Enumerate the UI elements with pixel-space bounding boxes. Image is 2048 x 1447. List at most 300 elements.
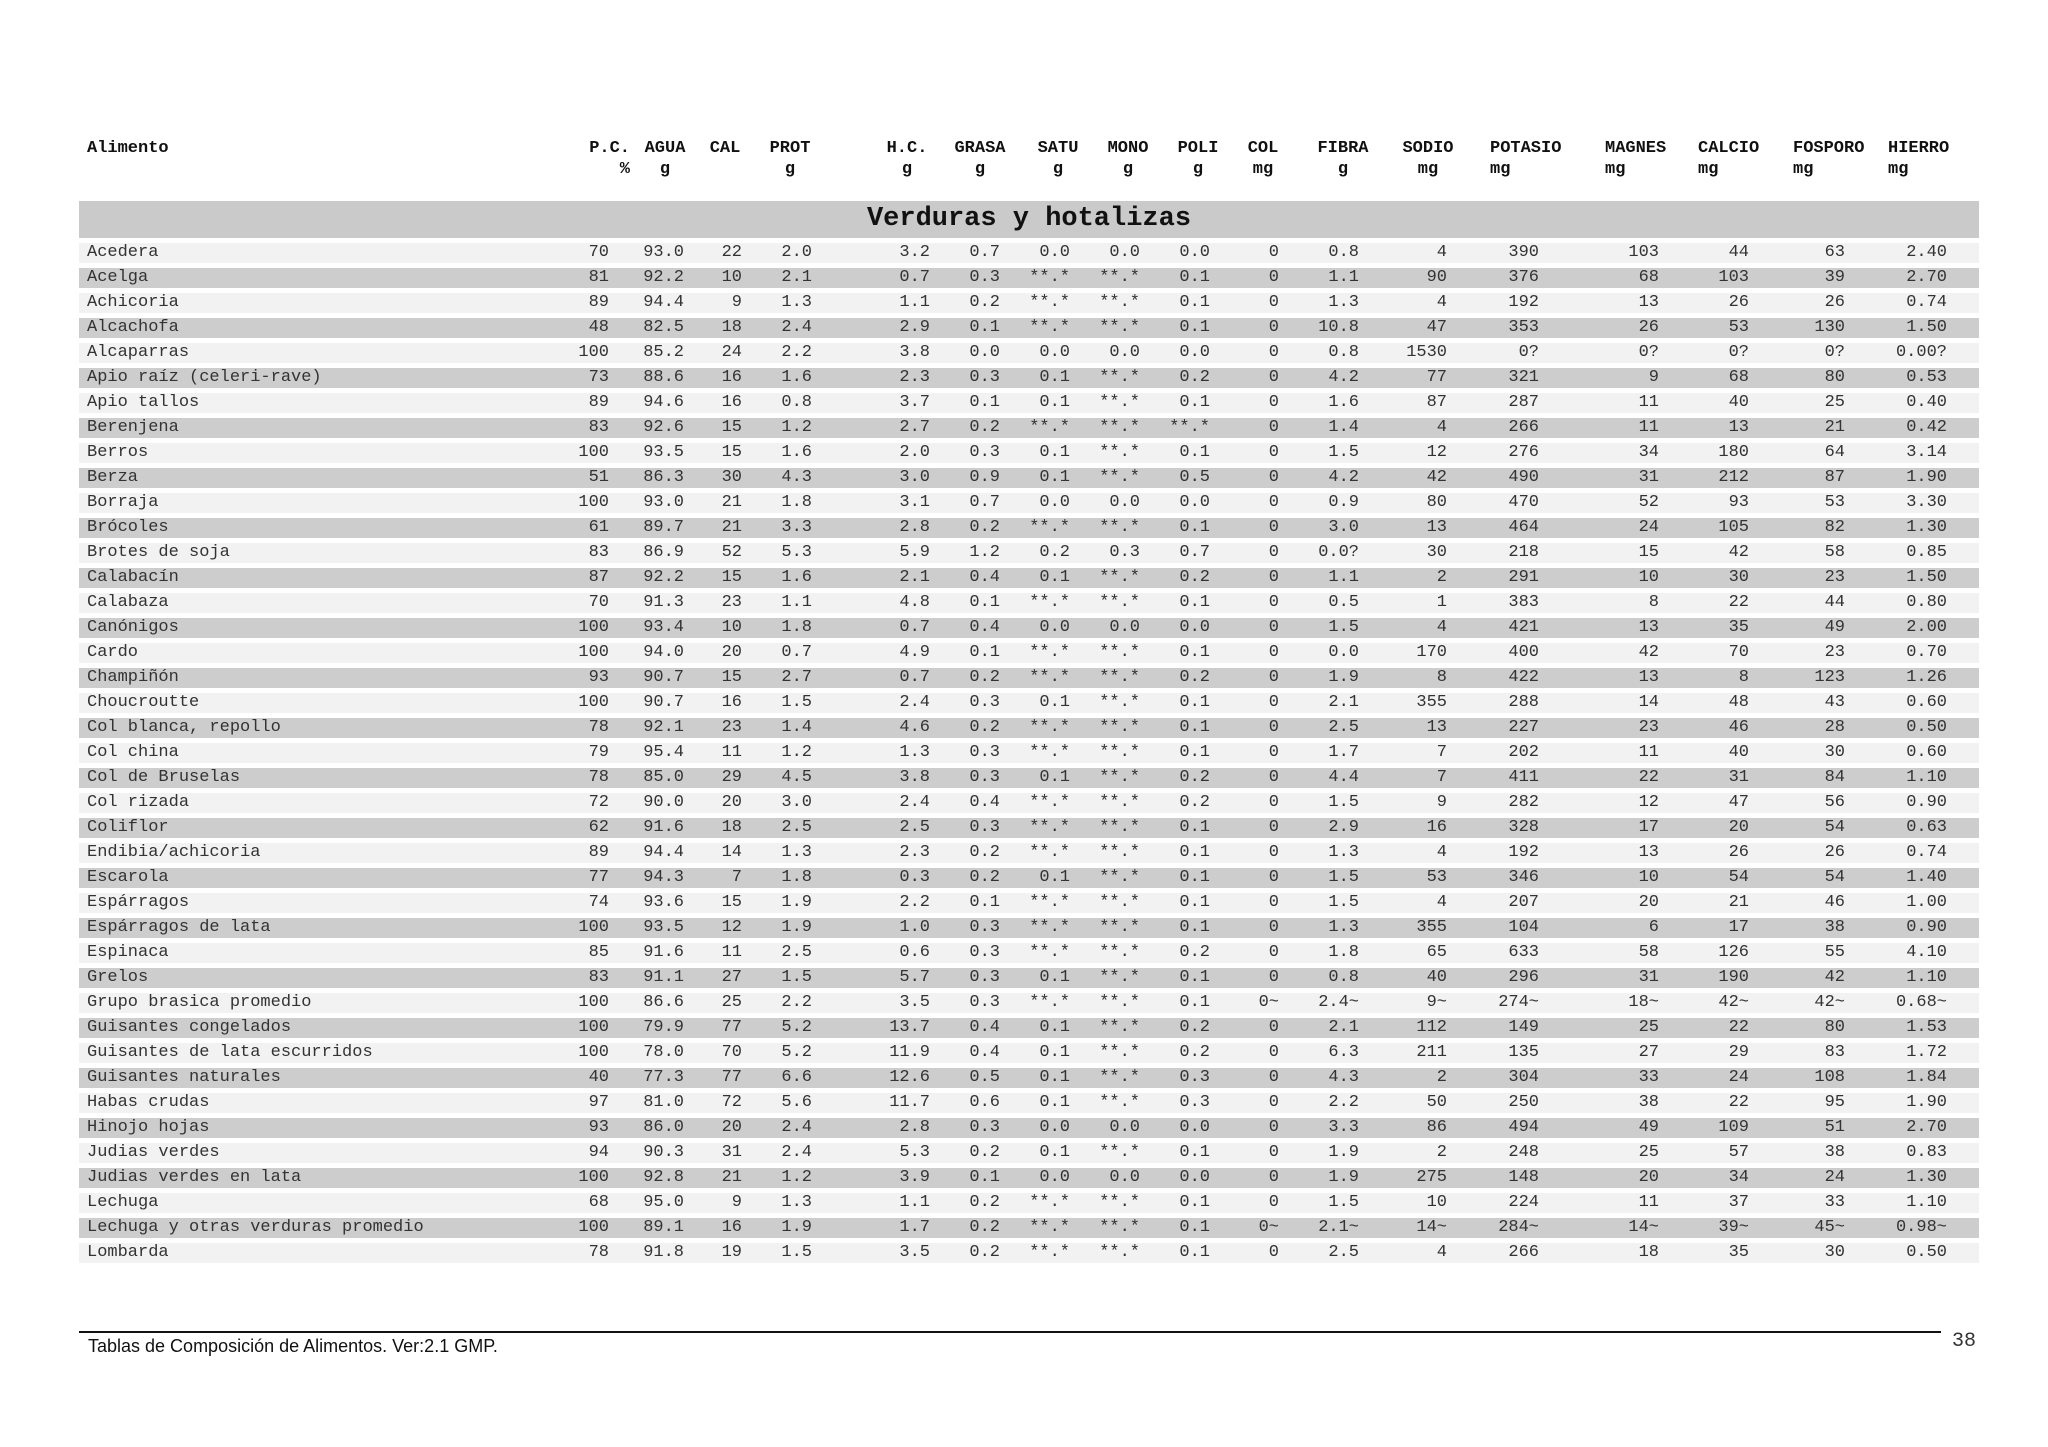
cell-agua: 86.9: [643, 543, 684, 562]
cell-cal: 15: [721, 443, 742, 462]
cell-sodio: 2: [1436, 1143, 1447, 1162]
food-name: Guisantes de lata escurridos: [87, 1043, 373, 1062]
cell-col: 0: [1268, 243, 1279, 262]
column-unit: g: [974, 160, 986, 179]
cell-grasa: 1.2: [969, 543, 1000, 562]
cell-hc: 1.1: [899, 293, 930, 312]
cell-hierro: 2.70: [1906, 268, 1947, 287]
cell-pc: 100: [578, 1043, 609, 1062]
cell-hierro: 1.26: [1906, 668, 1947, 687]
cell-satu: 0.1: [1039, 393, 1070, 412]
cell-magnes: 8: [1648, 593, 1659, 612]
cell-hc: 11.9: [889, 1043, 930, 1062]
cell-cal: 15: [721, 893, 742, 912]
cell-poli: 0.2: [1179, 368, 1210, 387]
cell-hierro: 1.84: [1906, 1068, 1947, 1087]
cell-fibra: 1.5: [1328, 868, 1359, 887]
cell-satu: 0.1: [1039, 693, 1070, 712]
cell-col: 0: [1268, 768, 1279, 787]
cell-agua: 94.4: [643, 843, 684, 862]
cell-satu: **.*: [1029, 743, 1070, 762]
cell-mono: **.*: [1099, 393, 1140, 412]
cell-pc: 70: [588, 593, 609, 612]
cell-col: 0: [1268, 1068, 1279, 1087]
column-header-potasio: [1490, 138, 1580, 180]
cell-potasio: 250: [1508, 1093, 1539, 1112]
table-row: [79, 1018, 1979, 1038]
cell-col: 0: [1268, 693, 1279, 712]
cell-potasio: 633: [1508, 943, 1539, 962]
cell-magnes: 11: [1638, 743, 1659, 762]
cell-sodio: 4: [1436, 843, 1447, 862]
cell-sodio: 112: [1416, 1018, 1447, 1037]
cell-potasio: 248: [1508, 1143, 1539, 1162]
column-unit: mg: [1793, 160, 1814, 179]
cell-sodio: 170: [1416, 643, 1447, 662]
cell-potasio: 276: [1508, 443, 1539, 462]
table-row: [79, 1068, 1979, 1088]
cell-hierro: 0.00?: [1895, 343, 1947, 362]
column-header-calcio: [1698, 138, 1768, 180]
table-row: [79, 968, 1979, 988]
cell-hc: 12.6: [889, 1068, 930, 1087]
cell-magnes: 11: [1638, 1193, 1659, 1212]
food-name: Acelga: [87, 268, 149, 287]
column-header-prot: [765, 138, 815, 180]
cell-prot: 4.3: [781, 468, 812, 487]
food-name: Col china: [87, 743, 179, 762]
cell-hc: 3.1: [899, 493, 930, 512]
cell-potasio: 422: [1508, 668, 1539, 687]
cell-potasio: 494: [1508, 1118, 1539, 1137]
cell-magnes: 11: [1638, 418, 1659, 437]
cell-satu: **.*: [1029, 593, 1070, 612]
cell-prot: 1.6: [781, 568, 812, 587]
food-name: Coliflor: [87, 818, 169, 837]
cell-sodio: 86: [1426, 1118, 1447, 1137]
table-row: [79, 618, 1979, 638]
cell-sodio: 90: [1426, 268, 1447, 287]
column-header-mono: [1103, 138, 1153, 180]
table-row: [79, 593, 1979, 613]
cell-prot: 2.4: [781, 318, 812, 337]
cell-magnes: 26: [1638, 318, 1659, 337]
cell-hc: 0.6: [899, 943, 930, 962]
cell-hierro: 1.53: [1906, 1018, 1947, 1037]
table-row: [79, 1143, 1979, 1163]
food-name: Alcachofa: [87, 318, 179, 337]
cell-potasio: 192: [1508, 293, 1539, 312]
cell-calcio: 40: [1728, 393, 1749, 412]
cell-cal: 52: [721, 543, 742, 562]
food-name: Guisantes congelados: [87, 1018, 292, 1037]
cell-poli: 0.2: [1179, 1043, 1210, 1062]
cell-fibra: 1.7: [1328, 743, 1359, 762]
cell-sodio: 30: [1426, 543, 1447, 562]
cell-calcio: 53: [1728, 318, 1749, 337]
cell-magnes: 17: [1638, 818, 1659, 837]
cell-magnes: 18: [1638, 1243, 1659, 1262]
cell-prot: 1.9: [781, 918, 812, 937]
cell-magnes: 22: [1638, 768, 1659, 787]
food-name: Apio tallos: [87, 393, 200, 412]
cell-hierro: 0.74: [1906, 293, 1947, 312]
cell-grasa: 0.2: [969, 868, 1000, 887]
cell-calcio: 22: [1728, 1018, 1749, 1037]
cell-satu: **.*: [1029, 718, 1070, 737]
cell-cal: 15: [721, 568, 742, 587]
cell-calcio: 57: [1728, 1143, 1749, 1162]
cell-grasa: 0.2: [969, 518, 1000, 537]
cell-col: 0: [1268, 818, 1279, 837]
cell-agua: 91.1: [643, 968, 684, 987]
table-row: [79, 568, 1979, 588]
cell-cal: 11: [721, 943, 742, 962]
cell-prot: 5.2: [781, 1018, 812, 1037]
cell-prot: 1.5: [781, 968, 812, 987]
cell-satu: **.*: [1029, 418, 1070, 437]
cell-fibra: 4.2: [1328, 368, 1359, 387]
cell-fibra: 2.2: [1328, 1093, 1359, 1112]
table-row: [79, 518, 1979, 538]
cell-fosporo: 42: [1824, 968, 1845, 987]
cell-cal: 14: [721, 843, 742, 862]
cell-cal: 21: [721, 1168, 742, 1187]
food-name: Canónigos: [87, 618, 179, 637]
cell-calcio: 26: [1728, 843, 1749, 862]
food-name: Col rizada: [87, 793, 190, 812]
cell-mono: 0.0: [1109, 1118, 1140, 1137]
cell-potasio: 266: [1508, 1243, 1539, 1262]
cell-poli: 0.3: [1179, 1093, 1210, 1112]
table-row: [79, 1168, 1979, 1188]
cell-agua: 93.6: [643, 893, 684, 912]
cell-sodio: 9~: [1426, 993, 1447, 1012]
cell-hc: 2.2: [899, 893, 930, 912]
column-header-fibra: [1313, 138, 1373, 180]
column-unit: %: [619, 160, 630, 179]
cell-col: 0: [1268, 593, 1279, 612]
cell-hierro: 2.40: [1906, 243, 1947, 262]
column-title: H.C.: [886, 139, 928, 158]
cell-agua: 89.1: [643, 1218, 684, 1237]
cell-prot: 1.1: [781, 593, 812, 612]
column-title: AGUA: [644, 139, 686, 158]
cell-cal: 21: [721, 493, 742, 512]
column-header-cal: [705, 138, 745, 159]
cell-hierro: 0.70: [1906, 643, 1947, 662]
cell-fibra: 1.5: [1328, 1193, 1359, 1212]
cell-satu: 0.1: [1039, 443, 1070, 462]
cell-fosporo: 26: [1824, 843, 1845, 862]
cell-magnes: 27: [1638, 1043, 1659, 1062]
cell-prot: 1.8: [781, 868, 812, 887]
cell-agua: 86.3: [643, 468, 684, 487]
cell-fosporo: 28: [1824, 718, 1845, 737]
cell-fibra: 1.9: [1328, 668, 1359, 687]
food-name: Col blanca, repollo: [87, 718, 281, 737]
food-name: Espinaca: [87, 943, 169, 962]
cell-hc: 1.7: [899, 1218, 930, 1237]
cell-mono: **.*: [1099, 1143, 1140, 1162]
cell-pc: 79: [588, 743, 609, 762]
cell-fosporo: 82: [1824, 518, 1845, 537]
cell-mono: **.*: [1099, 293, 1140, 312]
cell-hc: 3.0: [899, 468, 930, 487]
cell-col: 0: [1268, 368, 1279, 387]
cell-calcio: 24: [1728, 1068, 1749, 1087]
table-row: [79, 393, 1979, 413]
cell-grasa: 0.3: [969, 443, 1000, 462]
cell-sodio: 80: [1426, 493, 1447, 512]
cell-grasa: 0.3: [969, 943, 1000, 962]
cell-sodio: 77: [1426, 368, 1447, 387]
cell-pc: 89: [588, 293, 609, 312]
table-row: [79, 543, 1979, 563]
cell-col: 0: [1268, 518, 1279, 537]
cell-hc: 3.8: [899, 343, 930, 362]
column-header-grasa: [950, 138, 1010, 180]
cell-agua: 92.2: [643, 268, 684, 287]
cell-cal: 77: [721, 1018, 742, 1037]
cell-fibra: 0.0?: [1318, 543, 1359, 562]
cell-mono: **.*: [1099, 843, 1140, 862]
cell-col: 0: [1268, 293, 1279, 312]
cell-agua: 78.0: [643, 1043, 684, 1062]
cell-cal: 27: [721, 968, 742, 987]
cell-potasio: 411: [1508, 768, 1539, 787]
cell-grasa: 0.3: [969, 1118, 1000, 1137]
cell-poli: 0.0: [1179, 1118, 1210, 1137]
cell-potasio: 400: [1508, 643, 1539, 662]
cell-hc: 0.7: [899, 268, 930, 287]
cell-mono: **.*: [1099, 718, 1140, 737]
table-row: [79, 743, 1979, 763]
cell-hc: 11.7: [889, 1093, 930, 1112]
cell-grasa: 0.1: [969, 1168, 1000, 1187]
cell-fibra: 10.8: [1318, 318, 1359, 337]
cell-col: 0: [1268, 1143, 1279, 1162]
cell-potasio: 421: [1508, 618, 1539, 637]
table-row: [79, 443, 1979, 463]
column-title: CALCIO: [1698, 139, 1760, 158]
cell-hierro: 1.72: [1906, 1043, 1947, 1062]
cell-cal: 10: [721, 618, 742, 637]
cell-calcio: 35: [1728, 618, 1749, 637]
table-row: [79, 768, 1979, 788]
cell-fibra: 2.1: [1328, 693, 1359, 712]
cell-agua: 85.0: [643, 768, 684, 787]
cell-sodio: 13: [1426, 518, 1447, 537]
cell-calcio: 109: [1718, 1118, 1749, 1137]
cell-poli: 0.0: [1179, 618, 1210, 637]
cell-mono: **.*: [1099, 868, 1140, 887]
section-title: Verduras y hotalizas: [866, 204, 1192, 234]
cell-satu: **.*: [1029, 993, 1070, 1012]
cell-hierro: 3.14: [1906, 443, 1947, 462]
cell-pc: 87: [588, 568, 609, 587]
cell-poli: **.*: [1169, 418, 1210, 437]
cell-agua: 91.6: [643, 943, 684, 962]
table-row: [79, 1218, 1979, 1238]
cell-cal: 20: [721, 643, 742, 662]
column-header-hc: [882, 138, 932, 180]
cell-magnes: 10: [1638, 568, 1659, 587]
table-row: [79, 693, 1979, 713]
cell-calcio: 22: [1728, 593, 1749, 612]
cell-potasio: 274~: [1498, 993, 1539, 1012]
cell-sodio: 16: [1426, 818, 1447, 837]
cell-calcio: 48: [1728, 693, 1749, 712]
cell-satu: **.*: [1029, 893, 1070, 912]
cell-poli: 0.1: [1179, 1243, 1210, 1262]
cell-col: 0: [1268, 493, 1279, 512]
cell-hierro: 1.90: [1906, 1093, 1947, 1112]
cell-mono: **.*: [1099, 693, 1140, 712]
cell-hc: 0.7: [899, 618, 930, 637]
cell-magnes: 20: [1638, 1168, 1659, 1187]
cell-hc: 3.9: [899, 1168, 930, 1187]
cell-calcio: 68: [1728, 368, 1749, 387]
cell-cal: 16: [721, 368, 742, 387]
cell-grasa: 0.3: [969, 693, 1000, 712]
cell-calcio: 34: [1728, 1168, 1749, 1187]
cell-sodio: 50: [1426, 1093, 1447, 1112]
cell-poli: 0.1: [1179, 518, 1210, 537]
cell-prot: 1.3: [781, 843, 812, 862]
food-name: Borraja: [87, 493, 159, 512]
food-name: Berza: [87, 468, 139, 487]
cell-mono: **.*: [1099, 1043, 1140, 1062]
cell-agua: 92.8: [643, 1168, 684, 1187]
cell-calcio: 54: [1728, 868, 1749, 887]
cell-fosporo: 44: [1824, 593, 1845, 612]
cell-grasa: 0.3: [969, 993, 1000, 1012]
cell-hierro: 3.30: [1906, 493, 1947, 512]
cell-grasa: 0.6: [969, 1093, 1000, 1112]
column-unit: mg: [1888, 160, 1909, 179]
cell-hierro: 1.00: [1906, 893, 1947, 912]
food-name: Guisantes naturales: [87, 1068, 281, 1087]
cell-prot: 1.2: [781, 1168, 812, 1187]
cell-hierro: 1.40: [1906, 868, 1947, 887]
table-row: [79, 293, 1979, 313]
cell-fosporo: 51: [1824, 1118, 1845, 1137]
cell-calcio: 44: [1728, 243, 1749, 262]
cell-calcio: 126: [1718, 943, 1749, 962]
cell-grasa: 0.5: [969, 1068, 1000, 1087]
cell-satu: 0.0: [1039, 493, 1070, 512]
cell-fosporo: 87: [1824, 468, 1845, 487]
cell-col: 0: [1268, 918, 1279, 937]
cell-hc: 5.7: [899, 968, 930, 987]
cell-mono: **.*: [1099, 818, 1140, 837]
cell-sodio: 7: [1436, 743, 1447, 762]
cell-cal: 9: [731, 293, 742, 312]
cell-col: 0: [1268, 1193, 1279, 1212]
cell-satu: **.*: [1029, 268, 1070, 287]
cell-satu: **.*: [1029, 668, 1070, 687]
column-unit: mg: [1605, 160, 1626, 179]
cell-poli: 0.1: [1179, 1218, 1210, 1237]
cell-satu: **.*: [1029, 518, 1070, 537]
cell-agua: 93.0: [643, 493, 684, 512]
page-number: 38: [1952, 1330, 1977, 1353]
cell-fosporo: 26: [1824, 293, 1845, 312]
cell-magnes: 24: [1638, 518, 1659, 537]
cell-hc: 0.7: [899, 668, 930, 687]
cell-cal: 12: [721, 918, 742, 937]
cell-sodio: 40: [1426, 968, 1447, 987]
cell-sodio: 10: [1426, 1193, 1447, 1212]
cell-pc: 100: [578, 443, 609, 462]
cell-prot: 5.6: [781, 1093, 812, 1112]
cell-hierro: 0.50: [1906, 718, 1947, 737]
cell-fibra: 3.0: [1328, 518, 1359, 537]
cell-potasio: 490: [1508, 468, 1539, 487]
cell-prot: 0.8: [781, 393, 812, 412]
column-title: FIBRA: [1317, 139, 1369, 158]
cell-grasa: 0.3: [969, 743, 1000, 762]
cell-mono: 0.0: [1109, 1168, 1140, 1187]
cell-pc: 68: [588, 1193, 609, 1212]
cell-hc: 3.5: [899, 993, 930, 1012]
table-row: [79, 268, 1979, 288]
column-unit: mg: [1417, 160, 1439, 179]
cell-fibra: 1.9: [1328, 1168, 1359, 1187]
cell-calcio: 20: [1728, 818, 1749, 837]
cell-fosporo: 58: [1824, 543, 1845, 562]
cell-magnes: 11: [1638, 393, 1659, 412]
cell-satu: **.*: [1029, 1243, 1070, 1262]
cell-agua: 92.2: [643, 568, 684, 587]
cell-calcio: 39~: [1718, 1218, 1749, 1237]
cell-hc: 3.8: [899, 768, 930, 787]
cell-pc: 93: [588, 1118, 609, 1137]
cell-hc: 2.1: [899, 568, 930, 587]
cell-col: 0: [1268, 893, 1279, 912]
cell-poli: 0.1: [1179, 1193, 1210, 1212]
cell-poli: 0.1: [1179, 693, 1210, 712]
column-header-hierro: [1888, 138, 1963, 180]
cell-potasio: 288: [1508, 693, 1539, 712]
cell-grasa: 0.2: [969, 668, 1000, 687]
cell-sodio: 2: [1436, 568, 1447, 587]
cell-satu: 0.0: [1039, 618, 1070, 637]
food-name: Grupo brasica promedio: [87, 993, 312, 1012]
column-unit: g: [1337, 160, 1349, 179]
cell-poli: 0.1: [1179, 868, 1210, 887]
cell-hierro: 2.70: [1906, 1118, 1947, 1137]
cell-satu: **.*: [1029, 293, 1070, 312]
cell-fibra: 1.5: [1328, 793, 1359, 812]
food-name: Lombarda: [87, 1243, 169, 1262]
cell-pc: 81: [588, 268, 609, 287]
cell-sodio: 13: [1426, 718, 1447, 737]
cell-col: 0: [1268, 268, 1279, 287]
cell-mono: **.*: [1099, 743, 1140, 762]
cell-col: 0: [1268, 718, 1279, 737]
cell-col: 0: [1268, 1093, 1279, 1112]
cell-poli: 0.1: [1179, 293, 1210, 312]
cell-pc: 97: [588, 1093, 609, 1112]
cell-fosporo: 53: [1824, 493, 1845, 512]
cell-hc: 5.3: [899, 1143, 930, 1162]
column-unit: mg: [1698, 160, 1719, 179]
cell-potasio: 328: [1508, 818, 1539, 837]
cell-grasa: 0.4: [969, 618, 1000, 637]
column-unit: g: [901, 160, 913, 179]
